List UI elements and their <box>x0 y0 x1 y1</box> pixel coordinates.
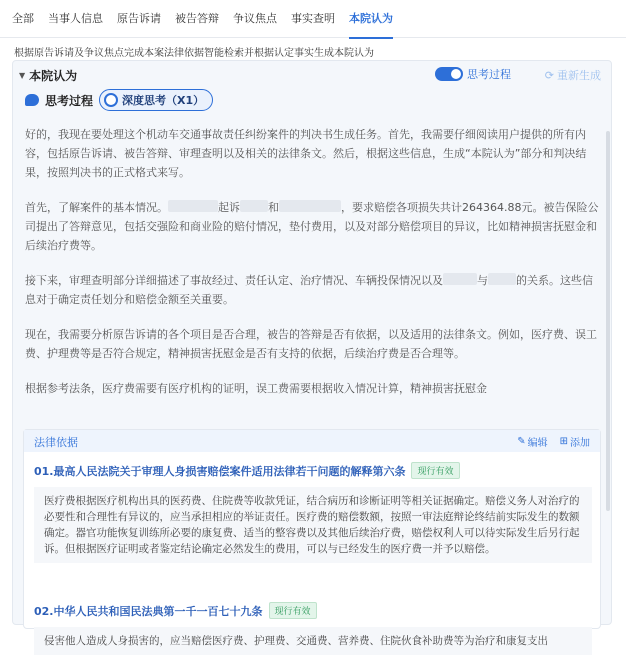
edit-button[interactable] <box>517 434 547 449</box>
legal-basis-actions <box>517 434 590 449</box>
text-fragment: 的关系。这些信息对于确定责任划分和赔偿金额至关重要。 <box>25 274 593 306</box>
tab-dispute-focus[interactable]: 争议焦点 <box>233 11 277 25</box>
redacted-block <box>488 273 516 285</box>
text-fragment: 与 <box>477 274 488 287</box>
law-item-text: 侵害他人造成人身损害的，应当赔偿医疗费、护理费、交通费、营养费、住院伙食补助费等为治疗和康复支出 <box>34 627 592 655</box>
tab-bar <box>0 0 626 38</box>
text-fragment: 首先，了解案件的基本情况。 <box>25 201 168 214</box>
redacted-block <box>168 200 218 212</box>
thinking-header <box>25 89 213 111</box>
text-fragment: 和 <box>268 201 279 214</box>
court-opinion-panel <box>12 60 612 647</box>
add-button[interactable] <box>560 434 590 449</box>
collapse-caret-icon[interactable]: ▼ <box>19 71 26 80</box>
page-hint: 根据原告诉请及争议焦点完成本案法律依据智能检索并根据认定事实生成本院认为 <box>14 48 374 59</box>
law-item <box>34 602 592 655</box>
tab-all[interactable]: 全部 <box>12 11 34 25</box>
regenerate-button[interactable] <box>545 67 601 83</box>
legal-basis-title: 法律依据 <box>34 436 78 449</box>
text-fragment: 接下来，审理查明部分详细描述了事故经过、责任认定、治疗情况、车辆投保情况以及 <box>25 274 443 287</box>
refresh-icon: ⟳ <box>544 68 554 82</box>
law-item-text: 医疗费根据医疗机构出具的医药费、住院费等收款凭证，结合病历和诊断证明等相关证据确定。赔偿义务人对治疗的必要性和合理性有异议的，应当承担相应的举证责任。医疗费的赔偿数额，按照一审法庭辩论终结前实际发生的数额确定。器官功能恢复训练所必要的康复费、适当的整容费以及其他后续治疗费，赔偿权利人可以待实际发生后另行起诉。但根据医疗证明或者鉴定结论确定必然发生的费用，可以与已经发生的医疗费一并予以赔偿。 <box>34 487 592 563</box>
status-badge: 现行有效 <box>269 602 317 619</box>
law-item-title[interactable] <box>34 602 592 619</box>
add-icon: ⊞ <box>559 436 568 447</box>
thinking-paragraph: 现在，我需要分析原告诉请的各个项目是否合理，被告的答辩是否有依据，以及适用的法律条文。例如，医疗费、误工费、护理费等是否符合规定，精神损害抚慰金是否有支持的依据，后续治疗费是否合理等。 <box>25 328 597 360</box>
law-item-title[interactable] <box>34 462 592 479</box>
panel-title-text: 本院认为 <box>29 69 78 83</box>
redacted-block <box>240 200 268 212</box>
thinking-content <box>25 125 601 414</box>
law-item <box>34 462 592 563</box>
text-fragment: 起诉 <box>218 201 240 214</box>
edit-label: 编辑 <box>527 438 548 449</box>
tab-parties[interactable]: 当事人信息 <box>48 11 103 25</box>
tab-defendant-defense[interactable]: 被告答辩 <box>175 11 219 25</box>
edit-icon: ✎ <box>517 436 526 447</box>
tab-court-opinion[interactable]: 本院认为 <box>349 0 393 38</box>
thinking-paragraph: 好的，我现在要处理这个机动车交通事故责任纠纷案件的判决书生成任务。首先，我需要仔细阅读用户提供的所有内容，包括原告诉请、被告答辩、审理查明以及相关的法律条文。然后，根据这些信息，生成“本院认为”部分和判决结果，按照判决书的正式格式来写。 <box>25 128 587 179</box>
thinking-paragraph <box>25 271 601 309</box>
law-item-title-text: 01.最高人民法院关于审理人身损害赔偿案件适用法律若干问题的解释第六条 <box>34 464 406 478</box>
scrollbar[interactable] <box>606 131 610 511</box>
thinking-paragraph <box>25 198 601 255</box>
law-item-title-text: 02.中华人民共和国民法典第一千一百七十九条 <box>34 604 263 618</box>
tab-plaintiff-claims[interactable]: 原告诉请 <box>117 11 161 25</box>
panel-title[interactable] <box>19 67 77 84</box>
toggle-label: 思考过程 <box>467 68 511 81</box>
panel-header <box>13 61 611 87</box>
text-fragment: ，要求赔偿各项损失共计264364.88元。被告保险公司提出了答辩意见，包括交强险和商业险的赔付情况，垫付费用，以及对部分赔偿项目的异议，比如精神损害抚慰金和后续治疗费等。 <box>25 201 599 252</box>
legal-basis-box <box>23 429 601 647</box>
model-logo-icon <box>104 93 118 107</box>
chat-bubble-icon <box>25 94 39 106</box>
thinking-paragraph: 根据参考法条，医疗费需要有医疗机构的证明，误工费需要根据收入情况计算，精神损害抚慰金 <box>25 382 487 395</box>
status-badge: 现行有效 <box>411 462 459 479</box>
regenerate-label: 重新生成 <box>557 69 601 82</box>
thinking-label: 思考过程 <box>45 93 94 108</box>
toggle-switch[interactable] <box>435 67 463 81</box>
tab-fact-finding[interactable]: 事实查明 <box>291 11 335 25</box>
add-label: 添加 <box>570 438 590 449</box>
deep-thinking-label: 深度思考（X1） <box>122 94 205 107</box>
legal-basis-header <box>24 430 600 452</box>
deep-thinking-button[interactable] <box>99 89 213 111</box>
redacted-block <box>279 200 341 212</box>
redacted-block <box>443 273 477 285</box>
thinking-toggle[interactable] <box>435 66 511 82</box>
